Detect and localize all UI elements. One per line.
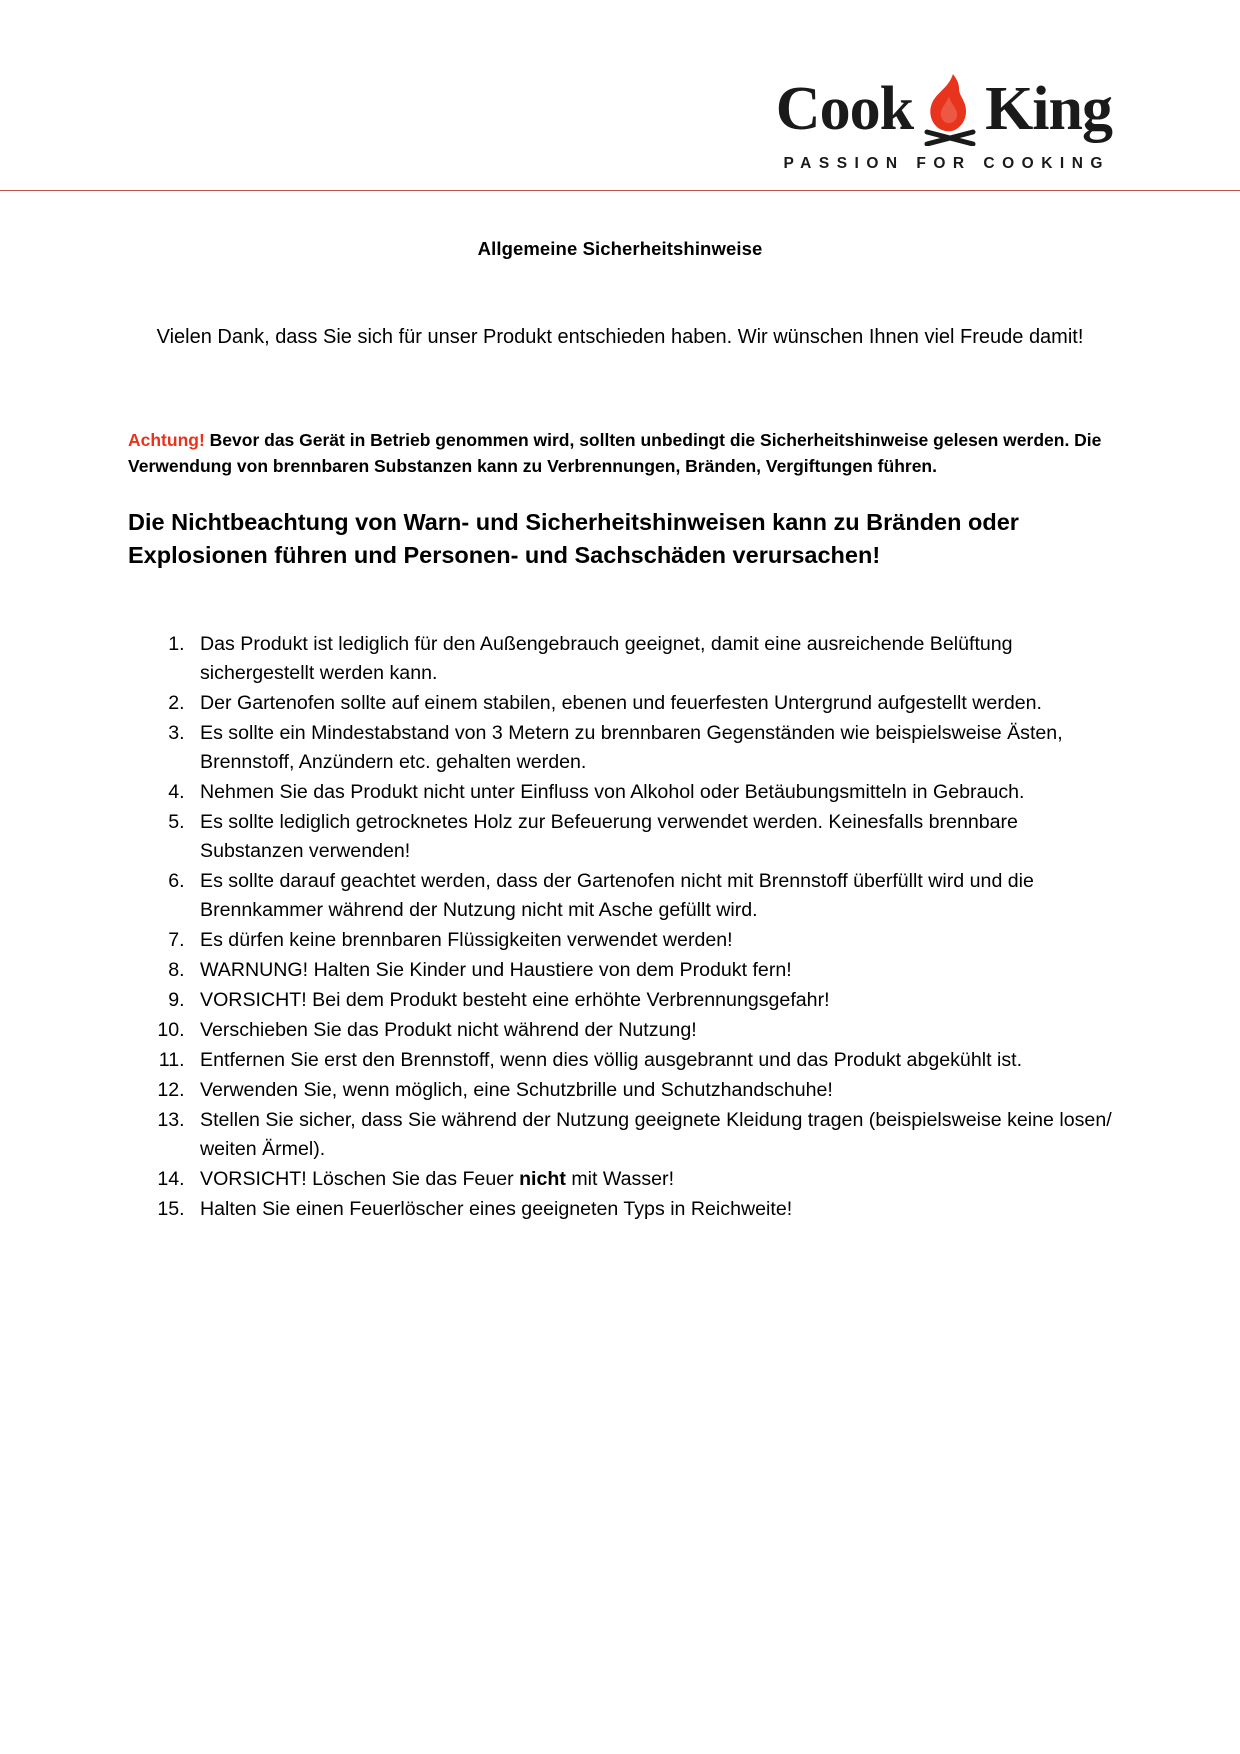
warning-label: Achtung! <box>128 430 205 450</box>
warning-paragraph <box>128 427 1112 480</box>
intro-paragraph: Vielen Dank, dass Sie sich für unser Produkt entschieden haben. Wir wünschen Ihnen viel Freude damit! <box>156 326 1084 348</box>
list-item: 1. Das Produkt ist lediglich für den Außengebrauch geeignet, damit eine ausreichende Belüftung sichergestellt werden kann. <box>190 630 1112 688</box>
list-item: 15. Halten Sie einen Feuerlöscher eines geeigneten Typs in Reichweite! <box>190 1195 1112 1224</box>
list-item: 8. WARNUNG! Halten Sie Kinder und Haustiere von dem Produkt fern! <box>190 956 1112 985</box>
page-header <box>0 0 1240 190</box>
list-item: 6. Es sollte darauf geachtet werden, dass der Gartenofen nicht mit Brennstoff überfüllt wird und die Brennkammer während der Nutzung nicht mit Asche gefüllt wird. <box>190 867 1112 925</box>
warning-text: Bevor das Gerät in Betrieb genommen wird, sollten unbedingt die Sicherheitshinweise gelesen werden. Die Verwendung von brennbaren Substanzen kann zu Verbrennungen, Bränden, Vergiftungen führen. <box>128 430 1102 477</box>
logo-tagline: PASSION FOR COOKING <box>783 155 1110 172</box>
list-item: 2. Der Gartenofen sollte auf einem stabilen, ebenen und feuerfesten Untergrund aufgestellt werden. <box>190 689 1112 718</box>
list-item: 14. VORSICHT! Löschen Sie das Feuer nicht mit Wasser! <box>190 1165 1112 1194</box>
flame-icon <box>919 72 981 146</box>
logo-word-cook: Cook <box>775 75 914 143</box>
list-item: 7. Es dürfen keine brennbaren Flüssigkeiten verwendet werden! <box>190 926 1112 955</box>
logo-word-king: King <box>985 75 1112 143</box>
safety-instructions-list <box>128 630 1112 1224</box>
brand-logo <box>776 72 1112 172</box>
list-item: 5. Es sollte lediglich getrocknetes Holz zur Befeuerung verwendet werden. Keinesfalls brennbare Substanzen verwenden! <box>190 808 1112 866</box>
list-item: 9. VORSICHT! Bei dem Produkt besteht eine erhöhte Verbrennungsgefahr! <box>190 986 1112 1015</box>
list-item: 10. Verschieben Sie das Produkt nicht während der Nutzung! <box>190 1016 1112 1045</box>
emphasis-word: nicht <box>519 1167 566 1190</box>
warning-strong-statement: Die Nichtbeachtung von Warn- und Sicherheitshinweisen kann zu Bränden oder Explosionen führen und Personen- und Sachschäden verursachen! <box>128 508 1019 568</box>
logo-wordmark <box>776 72 1112 146</box>
header-divider <box>0 190 1240 191</box>
page-title: Allgemeine Sicherheitshinweise <box>477 238 763 259</box>
list-item: 11. Entfernen Sie erst den Brennstoff, wenn dies völlig ausgebrannt und das Produkt abgekühlt ist. <box>190 1046 1112 1075</box>
list-item: 3. Es sollte ein Mindestabstand von 3 Metern zu brennbaren Gegenständen wie beispielsweise Ästen, Brennstoff, Anzündern etc. gehalten werden. <box>190 719 1112 777</box>
document-content <box>0 238 1240 1224</box>
list-item: 12. Verwenden Sie, wenn möglich, eine Schutzbrille und Schutzhandschuhe! <box>190 1076 1112 1105</box>
list-item: 4. Nehmen Sie das Produkt nicht unter Einfluss von Alkohol oder Betäubungsmitteln in Gebrauch. <box>190 778 1112 807</box>
list-item: 13. Stellen Sie sicher, dass Sie während der Nutzung geeignete Kleidung tragen (beispielsweise keine losen/ weiten Ärmel). <box>190 1106 1112 1164</box>
